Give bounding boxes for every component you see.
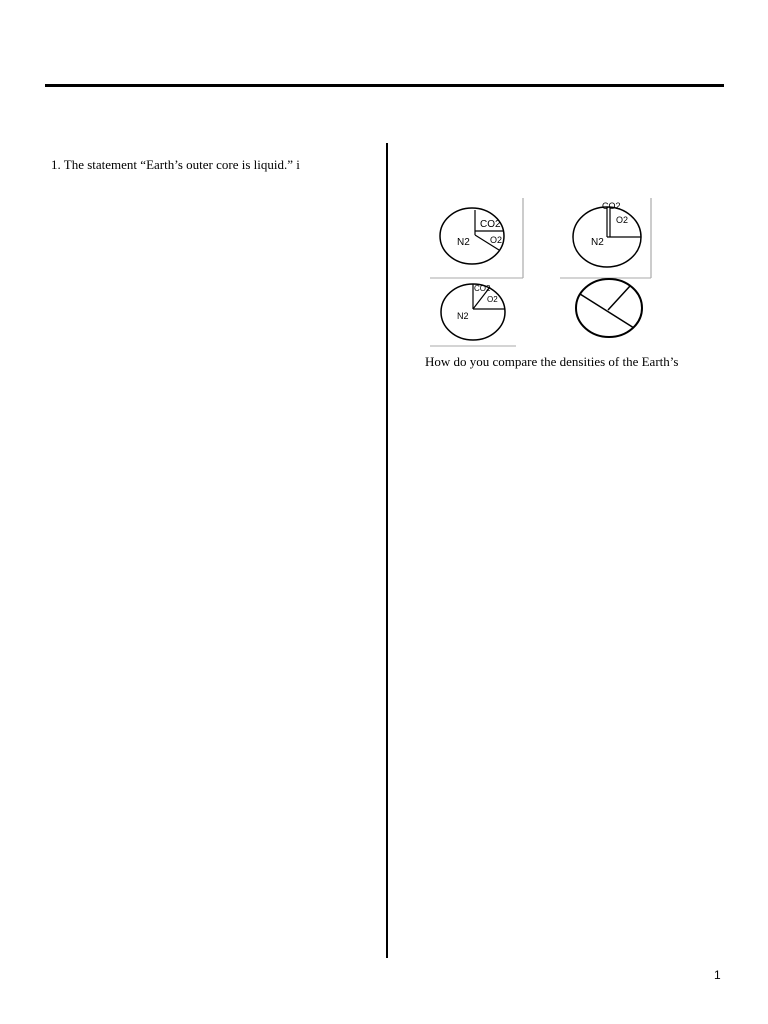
pie-chart-c xyxy=(430,280,516,348)
n2-label: N2 xyxy=(457,311,469,321)
co2-label: CO2 xyxy=(474,284,491,293)
o2-label: O2 xyxy=(487,295,498,304)
o2-label: O2 xyxy=(616,215,629,225)
page-number: 1 xyxy=(714,968,721,982)
n2-label: N2 xyxy=(591,237,604,248)
n2-label: N2 xyxy=(457,237,470,248)
column-divider xyxy=(386,143,388,958)
header-rule xyxy=(45,84,724,87)
co2-label: CO2 xyxy=(480,219,501,230)
o2-label: O2 xyxy=(490,235,503,245)
co2-label: CO2 xyxy=(602,201,621,211)
pie-chart-b xyxy=(560,196,656,280)
blank-circle-figure xyxy=(572,276,646,340)
question-1-text: 1. The statement “Earth’s outer core is liquid.” i xyxy=(51,157,300,172)
pie-chart-a xyxy=(430,198,526,280)
densities-question-text: How do you compare the densities of the Earth’s xyxy=(425,354,679,369)
